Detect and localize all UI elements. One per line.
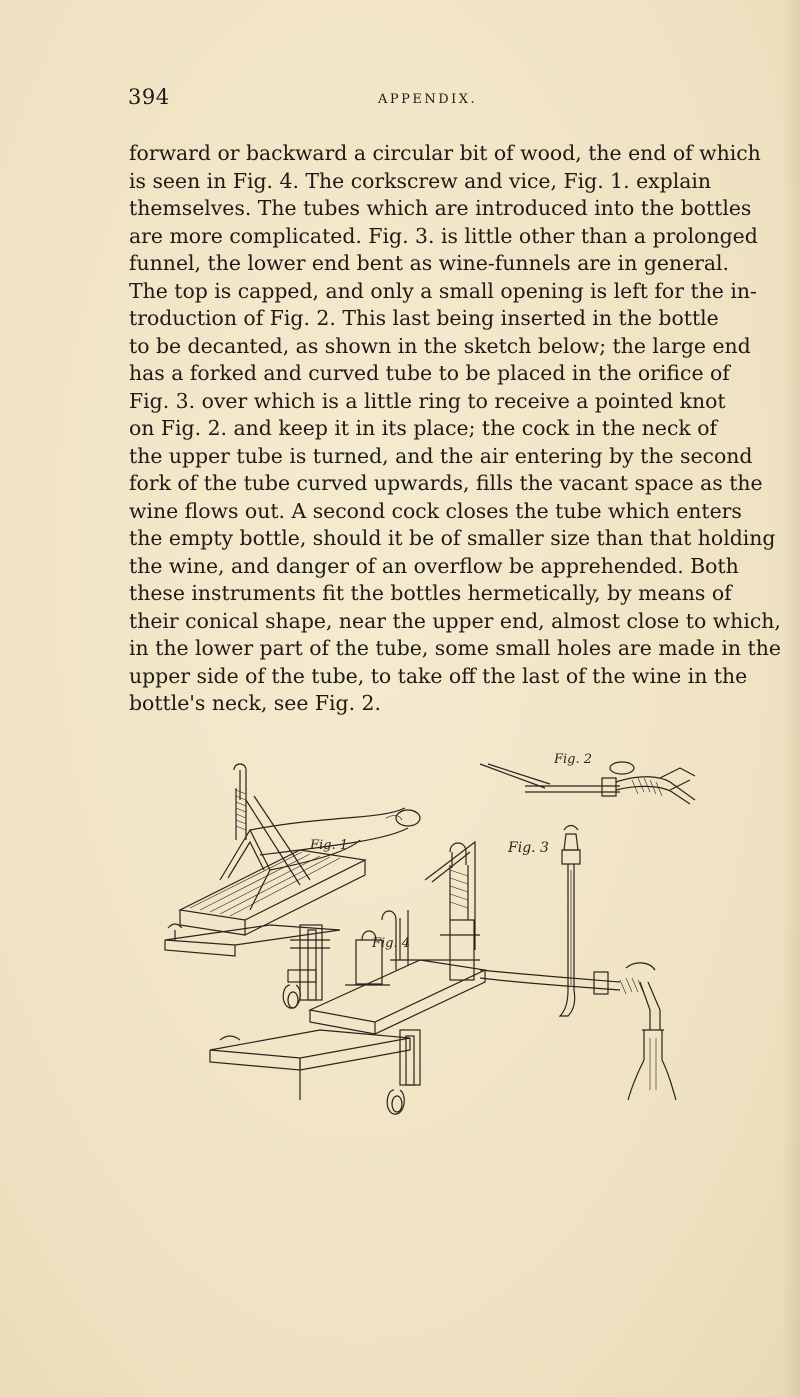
text-line: is seen in Fig. 4. The corkscrew and vice, Fig. 1. explain	[129, 168, 712, 193]
text-line: on Fig. 2. and keep it in its place; the cock in the neck of	[129, 416, 718, 440]
text-line: bottle's neck, see Fig. 2.	[129, 691, 382, 715]
text-line: forward or backward a circular bit of wood, the end of which	[129, 141, 761, 165]
page-edge-shadow	[782, 0, 800, 1397]
text-line: to be decanted, as shown in the sketch below; the large end	[129, 333, 751, 358]
text-line: the wine, and danger of an overflow be apprehended. Both	[129, 553, 739, 578]
running-head: APPENDIX.	[378, 92, 478, 107]
text-line: the empty bottle, should it be of smaller size than that holding	[129, 526, 776, 550]
text-line: wine flows out. A second cock closes the tube which enters	[129, 498, 742, 523]
text-line: these instruments fit the bottles hermetically, by means of	[129, 581, 732, 605]
text-line: troduction of Fig. 2. This last being inserted in the bottle	[129, 306, 719, 330]
text-line: their conical shape, near the upper end, almost close to which,	[129, 608, 781, 633]
text-line: fork of the tube curved upwards, fills the vacant space as the	[129, 471, 763, 495]
text-line: are more complicated. Fig. 3. is little other than a prolonged	[129, 223, 758, 248]
text-line: the upper tube is turned, and the air entering by the second	[129, 443, 753, 468]
engraving-drawing	[150, 760, 710, 1120]
body-paragraph	[129, 140, 781, 718]
fig1-label: Fig. 1	[310, 838, 349, 853]
text-line: funnel, the lower end bent as wine-funnels are in general.	[129, 251, 730, 275]
fig2-label: Fig. 2	[554, 752, 593, 767]
fig3-label: Fig. 3	[508, 840, 549, 856]
text-line: upper side of the tube, to take off the last of the wine in the	[129, 663, 748, 688]
fig2-forked-tube	[480, 762, 695, 804]
page-number: 394	[128, 85, 170, 109]
fig3-funnel	[560, 826, 580, 1017]
text-line: in the lower part of the tube, some small holes are made in the	[129, 636, 781, 660]
text-line: has a forked and curved tube to be placed in the orifice of	[129, 361, 730, 385]
text-line: The top is capped, and only a small opening is left for the in-	[129, 278, 757, 303]
text-line: themselves. The tubes which are introduced into the bottles	[129, 196, 752, 220]
fig4-label: Fig. 4	[372, 936, 411, 951]
engraving-figure	[150, 752, 710, 1120]
text-line: Fig. 3. over which is a little ring to receive a pointed knot	[129, 388, 726, 413]
